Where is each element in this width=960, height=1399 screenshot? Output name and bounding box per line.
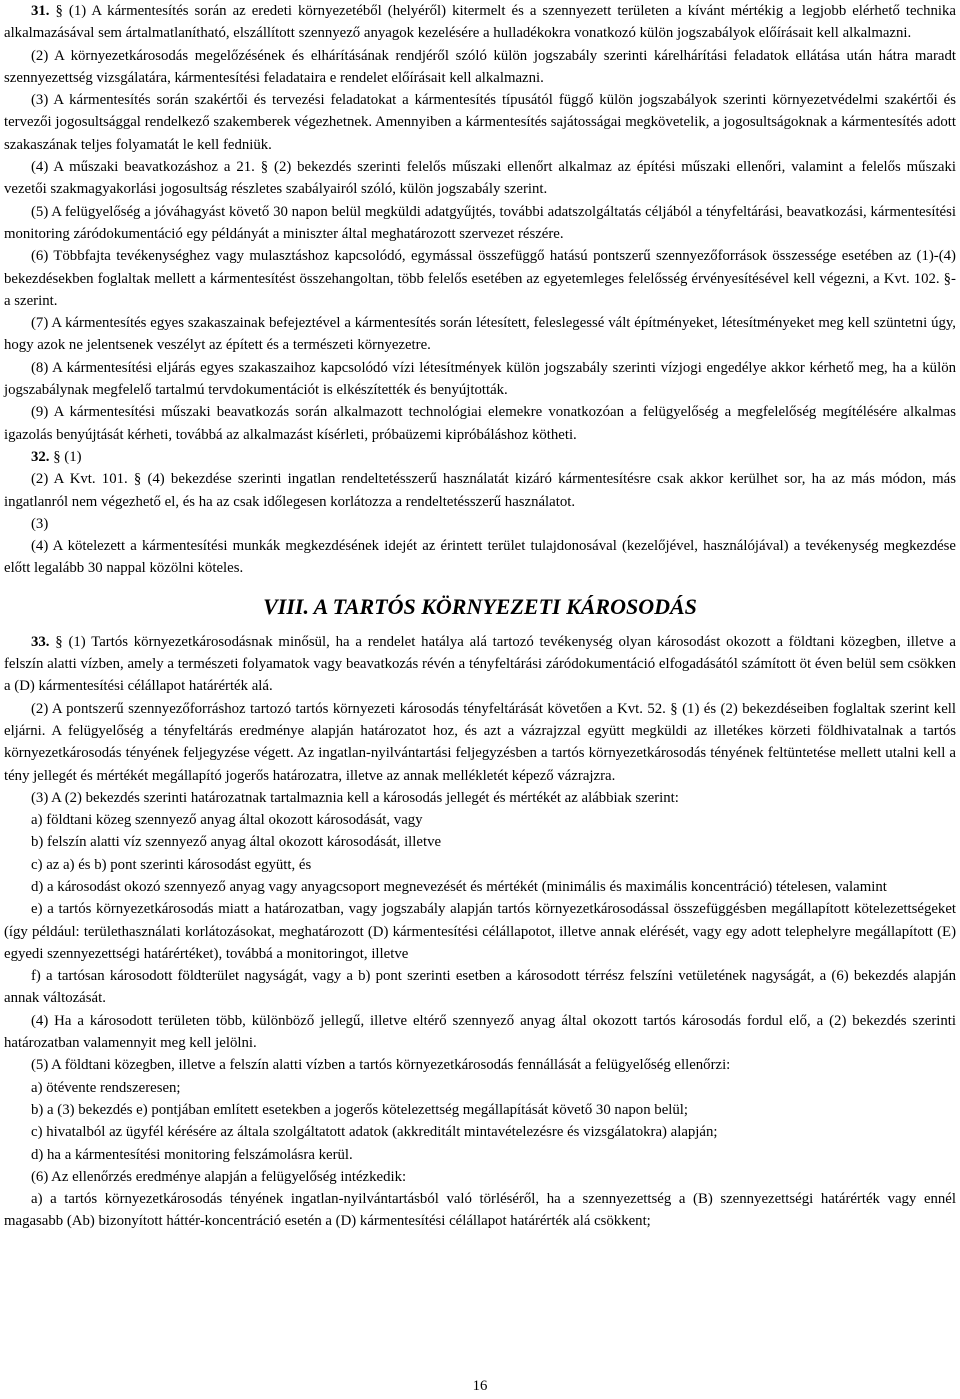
paragraph-text: § (1) [49,448,82,465]
section-number: 33. [31,633,50,650]
section-heading: VIII. A TARTÓS KÖRNYEZETI KÁROSODÁS [263,593,697,619]
paragraph: f) a tartósan károsodott földterület nagyságát, vagy a b) pont szerinti esetben a károsodott térrész felszíni vetületének nagyságát, a (6) bekezdés alapján annak változását. [4,968,956,1007]
paragraph: (9) A kármentesítési műszaki beavatkozás során alkalmazott technológiai elemekre vonatkozóan a felügyelőség a megfelelőség megítélésére alkalmas igazolás benyújtását kérheti, továbbá az alkalmazást kísérleti, próbaüzemi kipróbáláshoz kötheti. [4,404,956,443]
paragraph: (4) Ha a károsodott területen több, különböző jellegű, illetve eltérő szennyező anyag által okozott tartós károsodás fordul elő, a (2) bekezdés szerinti határozatban valamennyit meg kell jelölni. [4,1012,956,1052]
paragraph: a) a tartós környezetkárosodás tényének ingatlan-nyilvántartásból való törléséről, ha a szennyezettség a (B) szennyezettségi határérték vagy ennél magasabb (Ab) bizonyított háttér-koncentráció esetén a (D) kármentesítési célállapot határérték alá csökkent; [4,1191,956,1230]
paragraph-text: § (1) Tartós környezetkárosodásnak minősül, ha a rendelet hatálya alá tartozó tevékenység olyan károsodást okozott a földtani közegben, illetve a felszín alatti vízben, amely a természeti folyamatok vagy beavatkozás révén a tényfeltárási záródokumentáció elfogadásától számított öt éven belül sem csökken a (D) kármentesítési célállapot határérték alá. [4,633,956,695]
paragraph: b) felszín alatti víz szennyező anyag által okozott károsodását, illetve [31,834,442,851]
paragraph: (5) A földtani közegben, illetve a felszín alatti vízben a tartós környezetkárosodás fennállását a felügyelőség ellenőrzi: [31,1057,731,1074]
paragraph: d) ha a kármentesítési monitoring felszámolásra kerül. [31,1146,353,1163]
paragraph: (3) A (2) bekezdés szerinti határozatnak tartalmaznia kell a károsodás jellegét és mértékét az alábbiak szerint: [31,789,679,806]
paragraph [4,0,956,45]
paragraph: (2) A pontszerű szennyezőforráshoz tartozó tartós környezeti károsodás tényfeltárását követően a Kvt. 52. § (1) és (2) bekezdéseiben foglaltak szerint kell eljárni. A felügyelőség a tényfeltárás eredménye alapján határozatot hoz, és azt a vázrajzzal együtt megküldi az illetékes körzeti földhivatalnak a tartós környezetkárosodás tényének feljegyzése végett. Az ingatlan-nyilvántartási feljegyzésben a tartós környezetkárosodás tényének feltüntetése mellett utalni kell a tény jellegét és mértékét megállapító jogerős határozatra, illetve az annak mellékletét képező vázrajzra. [4,700,956,784]
paragraph: (4) A műszaki beavatkozáshoz a 21. § (2) bekezdés szerinti felelős műszaki ellenőrt alkalmaz az építési műszaki ellenőri, valamint a felelős műszaki vezetői szakmagyakorlási jogosultság részletes szabályairól szóló, külön jogszabály szerint. [4,159,956,198]
paragraph [4,631,956,698]
page-number: 16 [472,1378,488,1394]
section-number: 32. [31,448,50,465]
paragraph: (3) A kármentesítés során szakértői és tervezési feladatokat a kármentesítés típusától függő külön jogszabályok szerinti környezetvédelmi szakértői és tervezői jogosultsággal rendelkező szakemberek végezhetnek. Amennyiben a kármentesítés sajátosságai megkövetelik, a jogosultságoknak a kármentesítés adott szakaszának teljes folyamatát le kell fedniük. [4,92,956,153]
document-page [4,0,956,1233]
paragraph: (5) A felügyelőség a jóváhagyást követő 30 napon belül megküldi adatgyűjtés, további adatszolgáltatás céljából a tényfeltárási, beavatkozási, kármentesítési monitoring záródokumentáció egy példányát a miniszter által meghatározott szervezet részére. [4,203,956,242]
paragraph: (6) Az ellenőrzés eredménye alapján a felügyelőség intézkedik: [31,1168,407,1185]
paragraph: a) ötévente rendszeresen; [31,1079,181,1096]
paragraph: (2) A környezetkárosodás megelőzésének és elhárításának rendjéről szóló külön jogszabály szerinti kárelhárítási feladatok ellátása után hátra maradt szennyezettség vizsgálatára, kármentesítési feladataira e rendelet előírásait kell alkalmazni. [4,47,956,86]
paragraph: (2) A Kvt. 101. § (4) bekezdése szerinti ingatlan rendeltetésszerű használatát kizáró kármentesítésre csak akkor kerülhet sor, ha az más módon, más ingatlanról nem végezhető el, és ha az csak időlegesen korlátozza a rendeltetésszerű használatot. [4,471,956,510]
paragraph: (6) Többfajta tevékenységhez vagy mulasztáshoz kapcsolódó, egymással összefüggő hatású pontszerű szennyezőforrások összessége esetében az (1)-(4) bekezdésekben foglaltak mellett a kármentesítést összehangoltan, több felelős esetében az egyetemleges felelősség érvényesítésével kell végezni, a Kvt. 102. §-a szerint. [4,248,956,309]
paragraph: b) a (3) bekezdés e) pontjában említett esetekben a jogerős kötelezettség megállapítását követő 30 napon belül; [31,1101,688,1118]
paragraph: c) hivatalból az ügyfél kérésére az általa szolgáltatott adatok (akkreditált mintavételezésre és vizsgálatokra) alapján; [31,1124,718,1141]
paragraph: (7) A kármentesítés egyes szakaszainak befejeztével a kármentesítés során létesített, feleslegessé vált építményeket, létesítményeket meg kell szüntetni úgy, hogy azok ne jelentsenek veszélyt az épített és a természeti környezetre. [4,315,956,354]
paragraph [4,446,956,468]
paragraph: (3) [31,515,49,532]
paragraph-text: § (1) A kármentesítés során az eredeti környezetéből (helyéről) kitermelt és a szennyezett területen a kívánt mértékig a legjobb elérhető technika alkalmazásával sem ártalmatlanítható, elszállított szennyező anyagok kezelésére a hulladékokra vonatkozó külön jogszabályok előírásait kell alkalmazni. [4,3,956,42]
paragraph: e) a tartós környezetkárosodás miatt a határozatban, vagy jogszabály alapján tartós környezetkárosodással összefüggésben megállapított kötelezettségeket (így például: területhasználati korlátozásokat, meghatározott (D) kármentesítési célállapotot, illetve annak elérését, vagy egy adott telephelyre megállapított (E) egyedi szennyezettségi határértéket), továbbá a monitoringot, illetve [4,901,956,962]
paragraph: c) az a) és b) pont szerinti károsodást együtt, és [31,856,312,873]
section-number: 31. [31,3,50,19]
paragraph: a) földtani közeg szennyező anyag által okozott károsodását, vagy [31,812,423,829]
paragraph: (8) A kármentesítési eljárás egyes szakaszaihoz kapcsolódó vízi létesítmények külön jogszabály szerinti vízjogi engedélye akkor kérhető meg, ha a külön jogszabálynak megfelelő tartalmú tervdokumentációt is elkészítették és benyújtották. [4,359,956,399]
paragraph: (4) A kötelezett a kármentesítési munkák megkezdésének idejét az érintett terület tulajdonosával (kezelőjével, használójával) a tevékenység megkezdése előtt legalább 30 nappal közölni köteles. [4,538,956,577]
paragraph: d) a károsodást okozó szennyező anyag vagy anyagcsoport megnevezését és mértékét (minimális és maximális koncentráció) tételesen, valamint [31,878,887,895]
